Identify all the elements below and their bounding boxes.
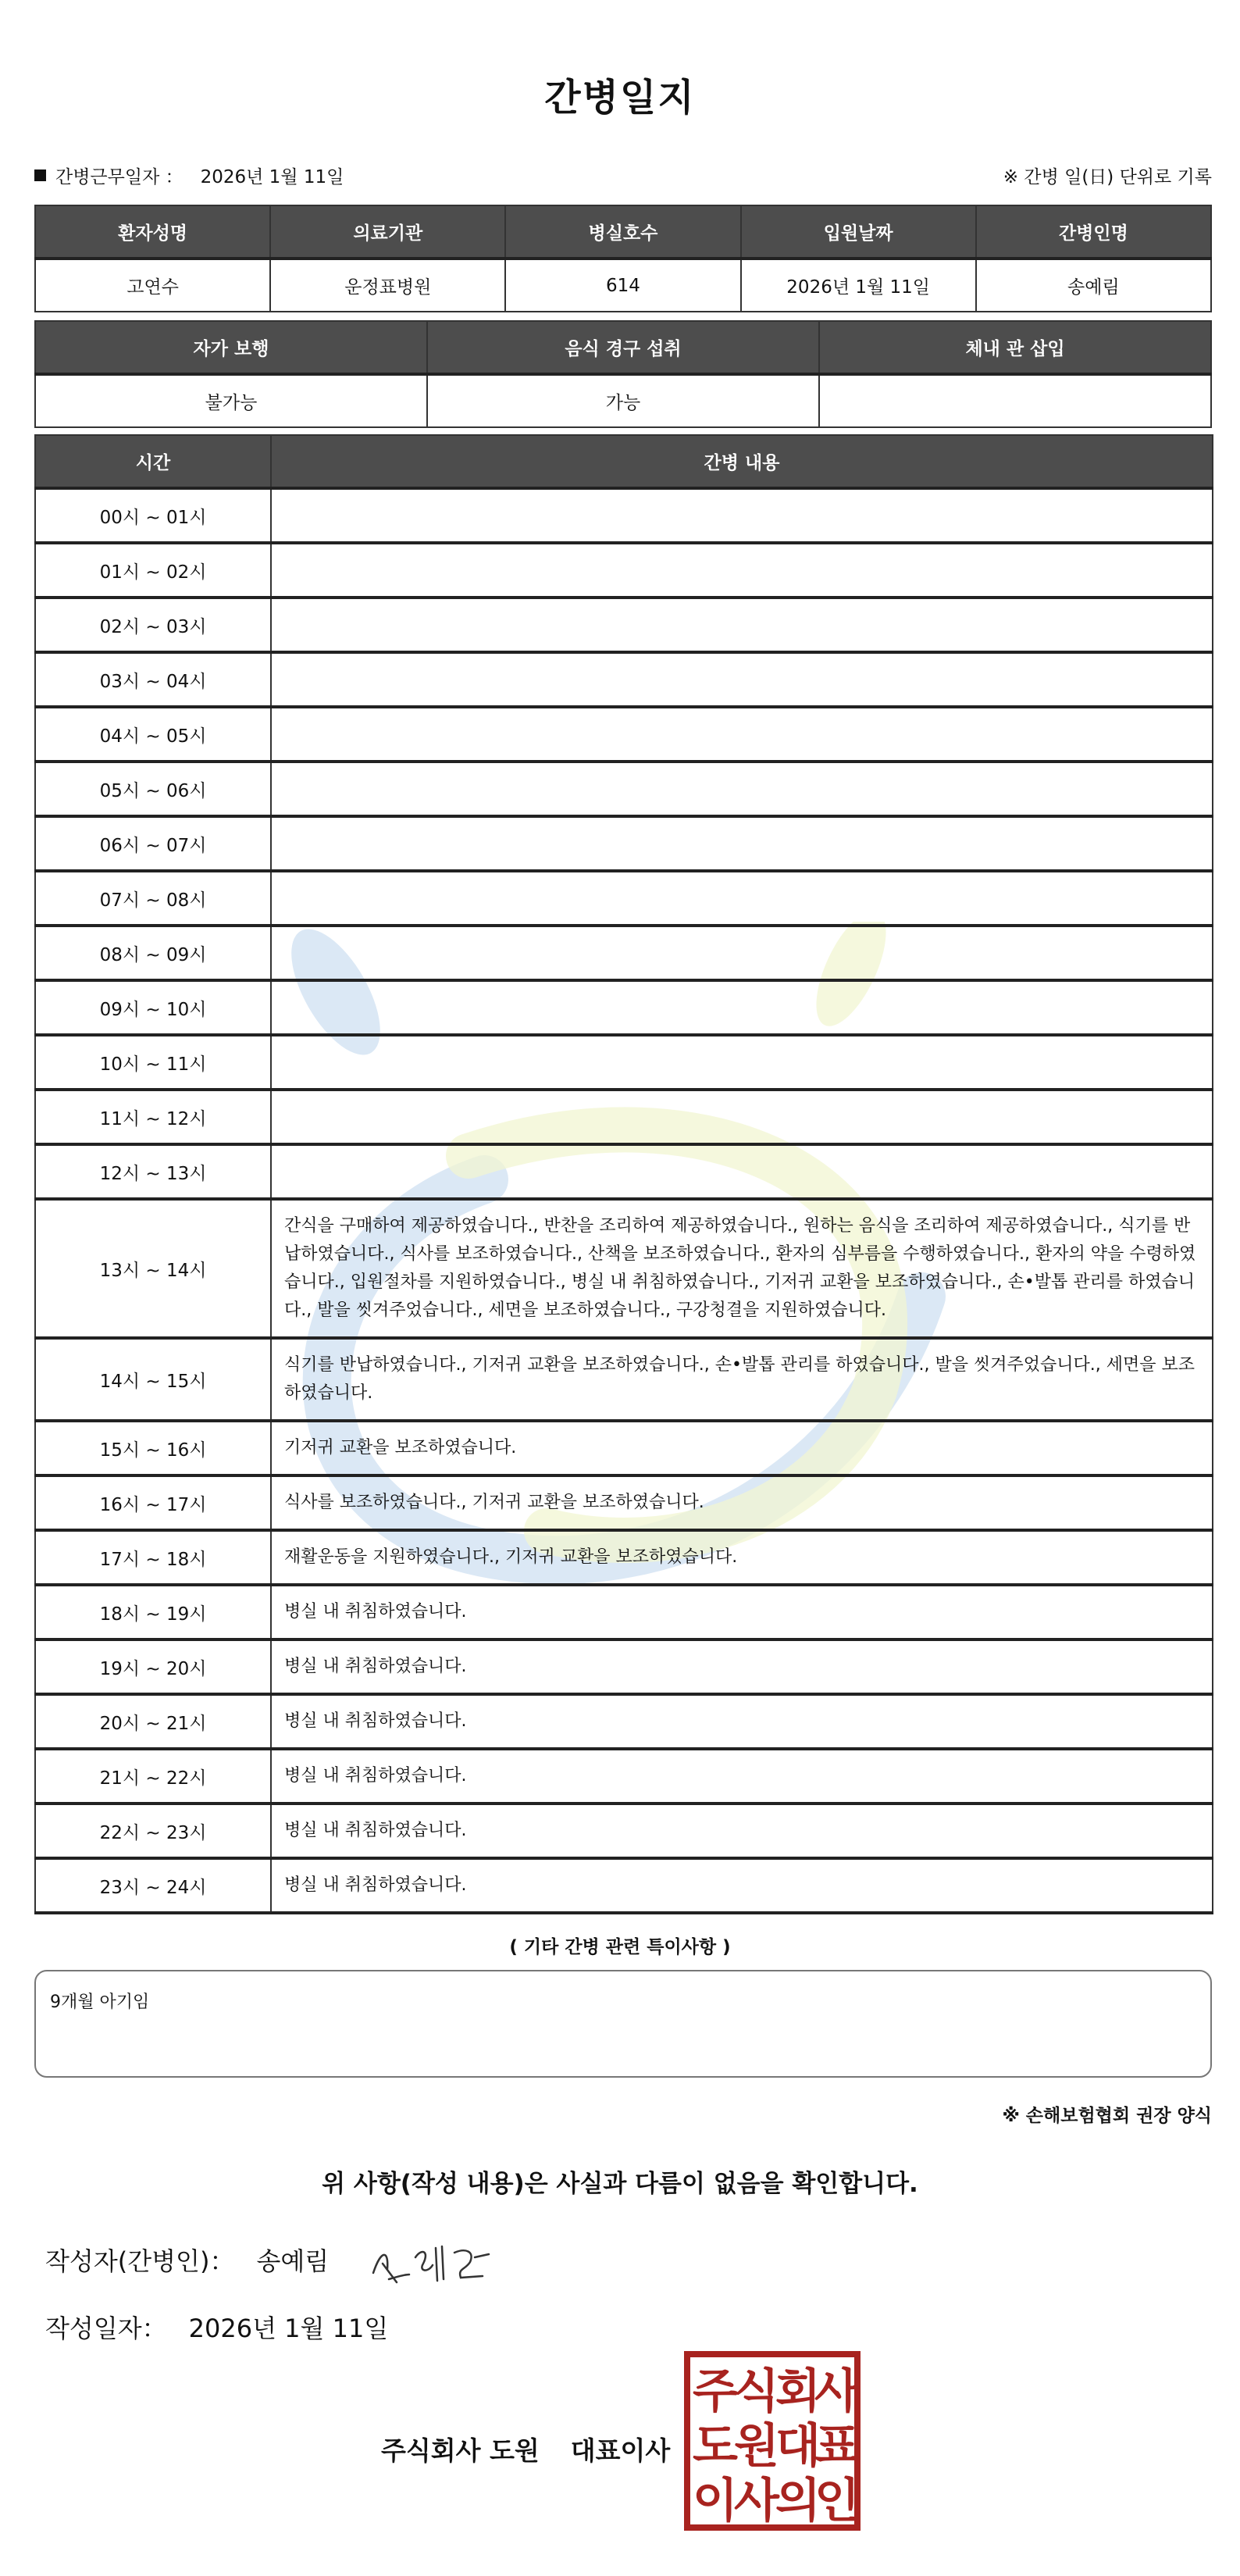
- header-admission-date: 입원날짜: [741, 205, 976, 259]
- page-title: 간병일지: [544, 76, 696, 120]
- patient-name: 고연수: [35, 259, 270, 312]
- care-log-row: [35, 1090, 1213, 1144]
- confirmation-statement: 위 사항(작성 내용)은 사실과 다름이 없음을 확인합니다.: [322, 2170, 918, 2198]
- care-log-time: 09시 ~ 10시: [35, 980, 271, 1035]
- work-date-label: 간병근무일자 ：: [55, 166, 184, 187]
- writer-name: 송예림: [256, 2246, 330, 2276]
- header-time: 시간: [35, 435, 271, 488]
- writer-label: 작성자(간병인)：: [45, 2246, 235, 2276]
- care-log-row: [35, 1475, 1213, 1530]
- care-log-time: 23시 ~ 24시: [35, 1858, 271, 1913]
- care-log-row: [35, 1694, 1213, 1749]
- care-log-time: 19시 ~ 20시: [35, 1639, 271, 1694]
- tube-insertion-value: [819, 374, 1211, 427]
- work-date-value: 2026년 1월 11일: [200, 166, 344, 187]
- care-log-row: [35, 1858, 1213, 1913]
- care-log-content: 기저귀 교환을 보조하였습니다.: [271, 1421, 1213, 1475]
- care-log-row: [35, 543, 1213, 598]
- write-date-row: [45, 2309, 388, 2345]
- care-log-row: [35, 1804, 1213, 1858]
- care-log-content: 간식을 구매하여 제공하였습니다., 반찬을 조리하여 제공하였습니다., 원하는 음식을 조리하여 제공하였습니다., 식기를 반납하였습니다., 식사를 보조하였습니다., 산책을 보조하였습니다., 환자의 심부름을 수행하였습니다., 환자의 약을 수령하였습니다., 입원절차를 지원하였습니다., 병실 내 취침하였습니다., 기저귀 교환을 보조하였습니다., 손•발톱 관리를 하였습니다., 발을 씻겨주었습니다., 세면을 보조하였습니다., 구강청결을 지원하였습니다.: [271, 1199, 1213, 1338]
- care-log-time: 10시 ~ 11시: [35, 1035, 271, 1090]
- company-name: 주식회사 도원: [381, 2435, 540, 2466]
- company-seal-stamp: [684, 2351, 861, 2531]
- care-log-content: 재활운동을 지원하였습니다., 기저귀 교환을 보조하였습니다.: [271, 1530, 1213, 1585]
- care-log-row: [35, 707, 1213, 762]
- care-log-content: 병실 내 취침하였습니다.: [271, 1804, 1213, 1858]
- care-log-row: [35, 980, 1213, 1035]
- oral-intake-value: 가능: [427, 374, 819, 427]
- seal-character: 대: [775, 2419, 821, 2474]
- care-log-time: 22시 ~ 23시: [35, 1804, 271, 1858]
- care-log-row: [35, 598, 1213, 652]
- care-log-content: 병실 내 취침하였습니다.: [271, 1639, 1213, 1694]
- care-log-body: [35, 488, 1213, 1913]
- care-log-time: 17시 ~ 18시: [35, 1530, 271, 1585]
- care-log-content: [271, 543, 1213, 598]
- care-log-content: 식사를 보조하였습니다., 기저귀 교환을 보조하였습니다.: [271, 1475, 1213, 1530]
- care-log-content: [271, 980, 1213, 1035]
- care-log-row: [35, 926, 1213, 980]
- care-log-row: [35, 1199, 1213, 1338]
- care-log-content: [271, 816, 1213, 871]
- company-representative-title: 대표이사: [570, 2435, 671, 2466]
- care-log-content: [271, 926, 1213, 980]
- seal-character: 표: [814, 2419, 860, 2474]
- care-log-content: 병실 내 취침하였습니다.: [271, 1749, 1213, 1804]
- header-hospital: 의료기관: [270, 205, 505, 259]
- care-log-row: [35, 1585, 1213, 1639]
- care-log-header-row: [35, 435, 1213, 488]
- association-note: ※ 손해보험협회 권장 양식: [1002, 2106, 1212, 2126]
- header-self-walking: 자가 보행: [35, 321, 427, 374]
- care-log-time: 11시 ~ 12시: [35, 1090, 271, 1144]
- admission-date: 2026년 1월 11일: [741, 259, 976, 312]
- status-value-row: [35, 374, 1211, 427]
- care-log-row: [35, 488, 1213, 543]
- seal-character: 회: [775, 2364, 821, 2419]
- care-log-time: 16시 ~ 17시: [35, 1475, 271, 1530]
- write-date-label: 작성일자：: [45, 2314, 167, 2343]
- care-log-row: [35, 1530, 1213, 1585]
- status-header-row: [35, 321, 1211, 374]
- room-number: 614: [505, 259, 740, 312]
- care-log-row: [35, 871, 1213, 926]
- care-log-time: 21시 ~ 22시: [35, 1749, 271, 1804]
- care-log-time: 15시 ~ 16시: [35, 1421, 271, 1475]
- care-log-content: [271, 1144, 1213, 1199]
- handwritten-signature: [365, 2234, 498, 2296]
- header-caregiver-name: 간병인명: [976, 205, 1211, 259]
- care-log-time: 02시 ~ 03시: [35, 598, 271, 652]
- care-log-row: [35, 1338, 1213, 1421]
- meta-row: [34, 161, 1212, 189]
- seal-character: 의: [775, 2474, 821, 2528]
- care-log-content: 병실 내 취침하였습니다.: [271, 1858, 1213, 1913]
- self-walking-value: 불가능: [35, 374, 427, 427]
- care-log-content: [271, 598, 1213, 652]
- care-log-row: [35, 1035, 1213, 1090]
- care-log-content: [271, 1090, 1213, 1144]
- care-log-time: 18시 ~ 19시: [35, 1585, 271, 1639]
- special-notes-content: 9개월 아기임: [50, 1993, 150, 2012]
- care-log-row: [35, 762, 1213, 816]
- care-log-time: 05시 ~ 06시: [35, 762, 271, 816]
- care-log-content: 식기를 반납하였습니다., 기저귀 교환을 보조하였습니다., 손•발톱 관리를 하였습니다., 발을 씻겨주었습니다., 세면을 보조하였습니다.: [271, 1338, 1213, 1421]
- care-log-time: 01시 ~ 02시: [35, 543, 271, 598]
- record-note: ※ 간병 일(日) 단위로 기록: [1003, 166, 1212, 187]
- writer-row: [45, 2242, 329, 2278]
- special-notes-box: [34, 1970, 1212, 2078]
- seal-character: 도: [693, 2419, 738, 2474]
- seal-character: 사: [734, 2474, 779, 2528]
- seal-character: 원: [734, 2419, 779, 2474]
- care-log-time: 20시 ~ 21시: [35, 1694, 271, 1749]
- care-log-time: 06시 ~ 07시: [35, 816, 271, 871]
- header-care-content: 간병 내용: [271, 435, 1213, 488]
- care-log-time: 04시 ~ 05시: [35, 707, 271, 762]
- square-bullet-icon: [34, 169, 46, 181]
- seal-character: 인: [814, 2474, 860, 2528]
- hospital-name: 운정표병원: [270, 259, 505, 312]
- care-log-content: [271, 871, 1213, 926]
- special-notes-title: ( 기타 간병 관련 특이사항 ): [509, 1937, 731, 1957]
- work-date-group: [34, 162, 344, 188]
- seal-character: 사: [814, 2364, 860, 2419]
- care-log-content: 병실 내 취침하였습니다.: [271, 1694, 1213, 1749]
- care-log-row: [35, 1639, 1213, 1694]
- care-log-time: 00시 ~ 01시: [35, 488, 271, 543]
- care-log-content: [271, 488, 1213, 543]
- header-oral-intake: 음식 경구 섭취: [427, 321, 819, 374]
- header-patient-name: 환자성명: [35, 205, 270, 259]
- patient-status-table: [34, 320, 1212, 428]
- seal-character: 이: [693, 2474, 738, 2528]
- caregiver-name: 송예림: [976, 259, 1211, 312]
- care-log-time: 08시 ~ 09시: [35, 926, 271, 980]
- patient-info-header-row: [35, 205, 1211, 259]
- care-log-content: 병실 내 취침하였습니다.: [271, 1585, 1213, 1639]
- care-log-row: [35, 1144, 1213, 1199]
- care-log-time: 07시 ~ 08시: [35, 871, 271, 926]
- care-log-time: 14시 ~ 15시: [35, 1338, 271, 1421]
- header-room: 병실호수: [505, 205, 740, 259]
- care-log-time: 12시 ~ 13시: [35, 1144, 271, 1199]
- care-log-content: [271, 652, 1213, 707]
- care-log-row: [35, 652, 1213, 707]
- care-log-row: [35, 816, 1213, 871]
- write-date-value: 2026년 1월 11일: [188, 2314, 389, 2343]
- care-log-content: [271, 762, 1213, 816]
- care-log-row: [35, 1421, 1213, 1475]
- care-log-content: [271, 707, 1213, 762]
- care-log-time: 03시 ~ 04시: [35, 652, 271, 707]
- header-tube-insertion: 체내 관 삽입: [819, 321, 1211, 374]
- seal-character: 식: [734, 2364, 779, 2419]
- care-log-row: [35, 1749, 1213, 1804]
- care-log-table: [34, 434, 1213, 1914]
- patient-info-value-row: [35, 259, 1211, 312]
- care-log-time: 13시 ~ 14시: [35, 1199, 271, 1338]
- patient-info-table: [34, 205, 1212, 312]
- company-signature-line: [381, 2431, 670, 2467]
- seal-character: 주: [693, 2364, 738, 2419]
- care-log-content: [271, 1035, 1213, 1090]
